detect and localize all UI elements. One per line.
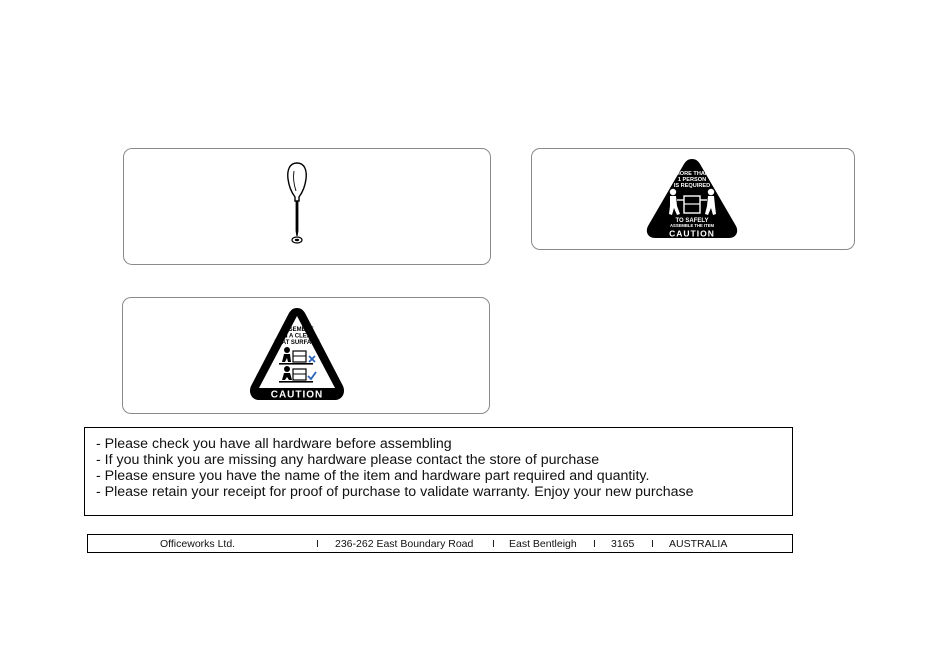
footer-address: 236-262 East Boundary Road <box>335 538 474 550</box>
assembly-notes <box>84 427 793 516</box>
footer-separator: I <box>651 538 654 550</box>
footer-separator: I <box>316 538 319 550</box>
people-sign-line-1: MORE THAN <box>675 171 709 177</box>
people-sign-line-3: IS REQUIRED <box>673 183 711 189</box>
note-line: - Please check you have all hardware before assembling <box>96 436 452 452</box>
surface-sign-line-1: ASSEMBLE <box>280 327 314 333</box>
people-sign-subline-1: TO SAFELY <box>675 218 709 224</box>
people-sign-line-2: 1 PERSON <box>677 177 707 183</box>
people-caution-panel <box>531 148 855 250</box>
footer-postcode: 3165 <box>611 538 635 550</box>
note-line: - Please retain your receipt for proof of purchase to validate warranty. Enjoy your new purchase <box>96 484 694 500</box>
footer-company: Officeworks Ltd. <box>160 538 236 550</box>
note-line: - If you think you are missing any hardware please contact the store of purchase <box>96 452 600 468</box>
flat-surface-caution-icon <box>247 306 347 404</box>
surface-sign-line-3: FLAT SURFACE <box>274 340 320 346</box>
people-caution-label: CAUTION <box>669 228 715 239</box>
tool-panel <box>123 148 491 265</box>
footer-separator: I <box>492 538 495 550</box>
surface-sign-line-2: ON A CLEAR <box>278 333 316 340</box>
footer-separator: I <box>593 538 596 550</box>
surface-caution-label: CAUTION <box>270 389 324 401</box>
note-line: - Please ensure you have the name of the item and hardware part required and quantity. <box>96 468 650 484</box>
footer-suburb: East Bentleigh <box>509 538 577 550</box>
surface-caution-panel <box>122 297 490 414</box>
two-people-caution-icon <box>644 156 740 242</box>
screwdriver-icon <box>282 161 312 245</box>
company-footer <box>87 534 793 553</box>
footer-country: AUSTRALIA <box>669 538 728 550</box>
people-sign-subline-2: ASSEMBLE THE ITEM <box>670 223 714 228</box>
